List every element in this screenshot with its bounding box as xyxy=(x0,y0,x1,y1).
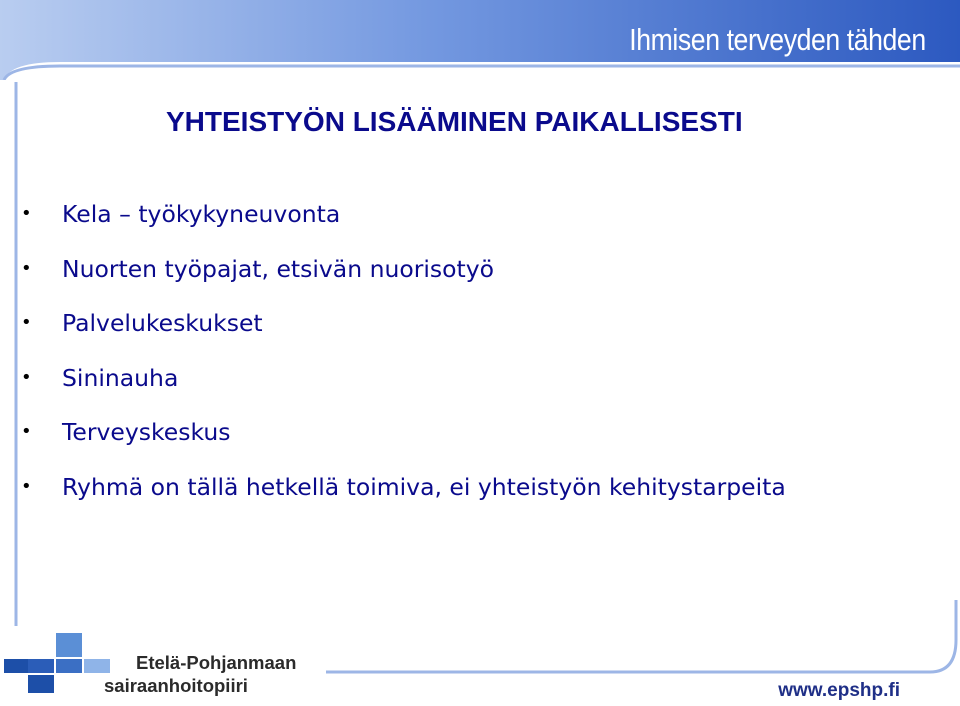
bullet-text: Nuorten työpajat, etsivän nuorisotyö xyxy=(62,254,495,283)
list-item xyxy=(0,415,786,470)
list-item xyxy=(0,306,786,361)
bullet-text: Sininauha xyxy=(62,363,179,392)
bullet-icon: • xyxy=(21,475,32,497)
organization-name xyxy=(104,651,296,697)
bullet-text: Terveyskeskus xyxy=(62,418,231,446)
bullet-text: Ryhmä on tällä hetkellä toimiva, ei yhteistyön kehitystarpeita xyxy=(62,472,786,501)
bullet-icon: • xyxy=(21,312,32,333)
list-item xyxy=(0,361,786,416)
list-item xyxy=(0,197,786,252)
cross-logo-icon xyxy=(0,630,110,694)
bullet-text: Kela – työkykyneuvonta xyxy=(62,200,341,228)
list-item xyxy=(0,470,786,525)
org-name-line2: sairaanhoitopiiri xyxy=(104,675,248,696)
website-link[interactable]: www.epshp.fi xyxy=(778,680,900,701)
list-item xyxy=(0,252,786,307)
bullet-text: Palvelukeskukset xyxy=(62,309,263,337)
bullet-icon: • xyxy=(21,421,32,442)
header-slogan: Ihmisen terveyden tähden xyxy=(629,22,926,57)
slide-title: YHTEISTYÖN LISÄÄMINEN PAIKALLISESTI xyxy=(166,106,743,137)
bullet-icon: • xyxy=(21,203,32,224)
bullet-icon: • xyxy=(21,257,32,279)
org-name-line1: Etelä-Pohjanmaan xyxy=(136,652,297,673)
bullet-list xyxy=(0,197,786,524)
bullet-icon: • xyxy=(21,366,32,388)
